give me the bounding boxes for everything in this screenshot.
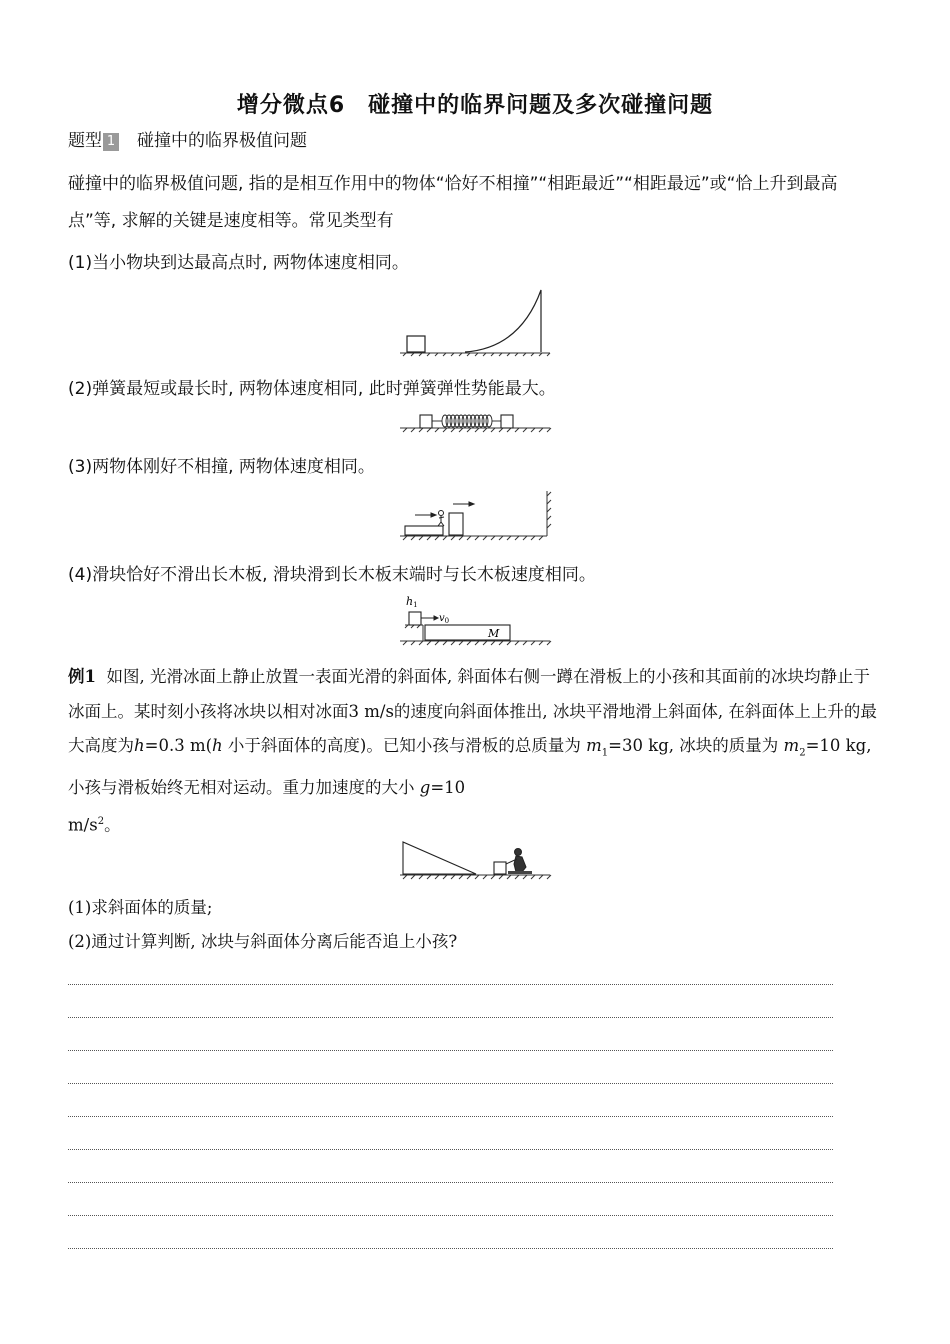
section-title: 碰撞中的临界极值问题 — [137, 131, 307, 151]
answer-line[interactable] — [68, 1050, 833, 1051]
curved-ramp — [465, 290, 541, 352]
answer-line[interactable] — [68, 1215, 833, 1216]
question-2: (2)通过计算判断, 冰块与斜面体分离后能否追上小孩? — [68, 932, 458, 951]
board-label: M — [488, 627, 500, 640]
figure-no-collision — [395, 488, 555, 543]
section-heading — [68, 126, 307, 151]
section-prefix: 题型 — [68, 131, 102, 151]
child-figure — [506, 849, 526, 873]
section-badge: 1 — [103, 133, 119, 151]
question-1: (1)求斜面体的质量; — [68, 898, 213, 917]
answer-line[interactable] — [68, 1083, 833, 1084]
small-block — [407, 336, 425, 352]
answer-line[interactable] — [68, 1149, 833, 1150]
figure-spring-blocks — [398, 410, 553, 435]
example-label: 例1 — [68, 667, 96, 686]
answer-line[interactable] — [68, 1248, 833, 1249]
cart — [405, 526, 443, 535]
case-2-text: (2)弹簧最短或最长时, 两物体速度相同, 此时弹簧弹性势能最大。 — [68, 379, 556, 399]
answer-line[interactable] — [68, 1116, 833, 1117]
spring-coil — [432, 415, 501, 427]
page-title: 增分微点6 碰撞中的临界问题及多次碰撞问题 — [236, 93, 714, 118]
incline — [403, 842, 476, 874]
block-label: h1 — [406, 595, 418, 609]
answer-line[interactable] — [68, 984, 833, 985]
answer-line[interactable] — [68, 1182, 833, 1183]
ice-block — [494, 862, 506, 874]
figure-incline-child — [398, 840, 553, 882]
velocity-arrow — [421, 616, 438, 620]
sled — [508, 871, 532, 874]
case-3-text: (3)两物体刚好不相撞, 两物体速度相同。 — [68, 457, 375, 477]
ground-hatching — [400, 353, 550, 356]
case-4-text: (4)滑块恰好不滑出长木板, 滑块滑到长木板末端时与长木板速度相同。 — [68, 565, 596, 585]
figure-block-on-board — [398, 592, 553, 650]
right-block — [501, 415, 513, 428]
case-1-text: (1)当小物块到达最高点时, 两物体速度相同。 — [68, 253, 409, 273]
intro-paragraph: 碰撞中的临界极值问题, 指的是相互作用中的物体“恰好不相撞”“相距最近”“相距最远”或“恰上升到最高点”等, 求解的关键是速度相等。常见类型有 — [68, 174, 838, 231]
small-block — [409, 612, 421, 625]
velocity-label: $v_0$ — [439, 613, 450, 625]
example-paragraph: 例1 如图, 光滑冰面上静止放置一表面光滑的斜面体, 斜面体右侧一蹲在滑板上的小孩和其面前的冰块均静止于冰面上。某时刻小孩将冰块以相对冰面3 m/s的速度向斜面体推出, 冰块平滑地滑上斜面体, 在斜面体上上升的最大高度为h=0.3 m(h 小于斜面体的高度)。已知小孩与滑板的总质量为 $m_1=30$ kg, 冰块的质量为 $m_2=10$ kg, 小孩与滑板始终无相对运动。重力加速度的大小 g=10 $m/s^2$。 — [68, 667, 877, 835]
figure-curved-ramp — [395, 286, 555, 356]
person-figure — [438, 511, 444, 527]
answer-line[interactable] — [68, 1017, 833, 1018]
left-block — [420, 415, 432, 428]
front-block — [449, 513, 463, 535]
velocity-arrows — [415, 502, 474, 517]
